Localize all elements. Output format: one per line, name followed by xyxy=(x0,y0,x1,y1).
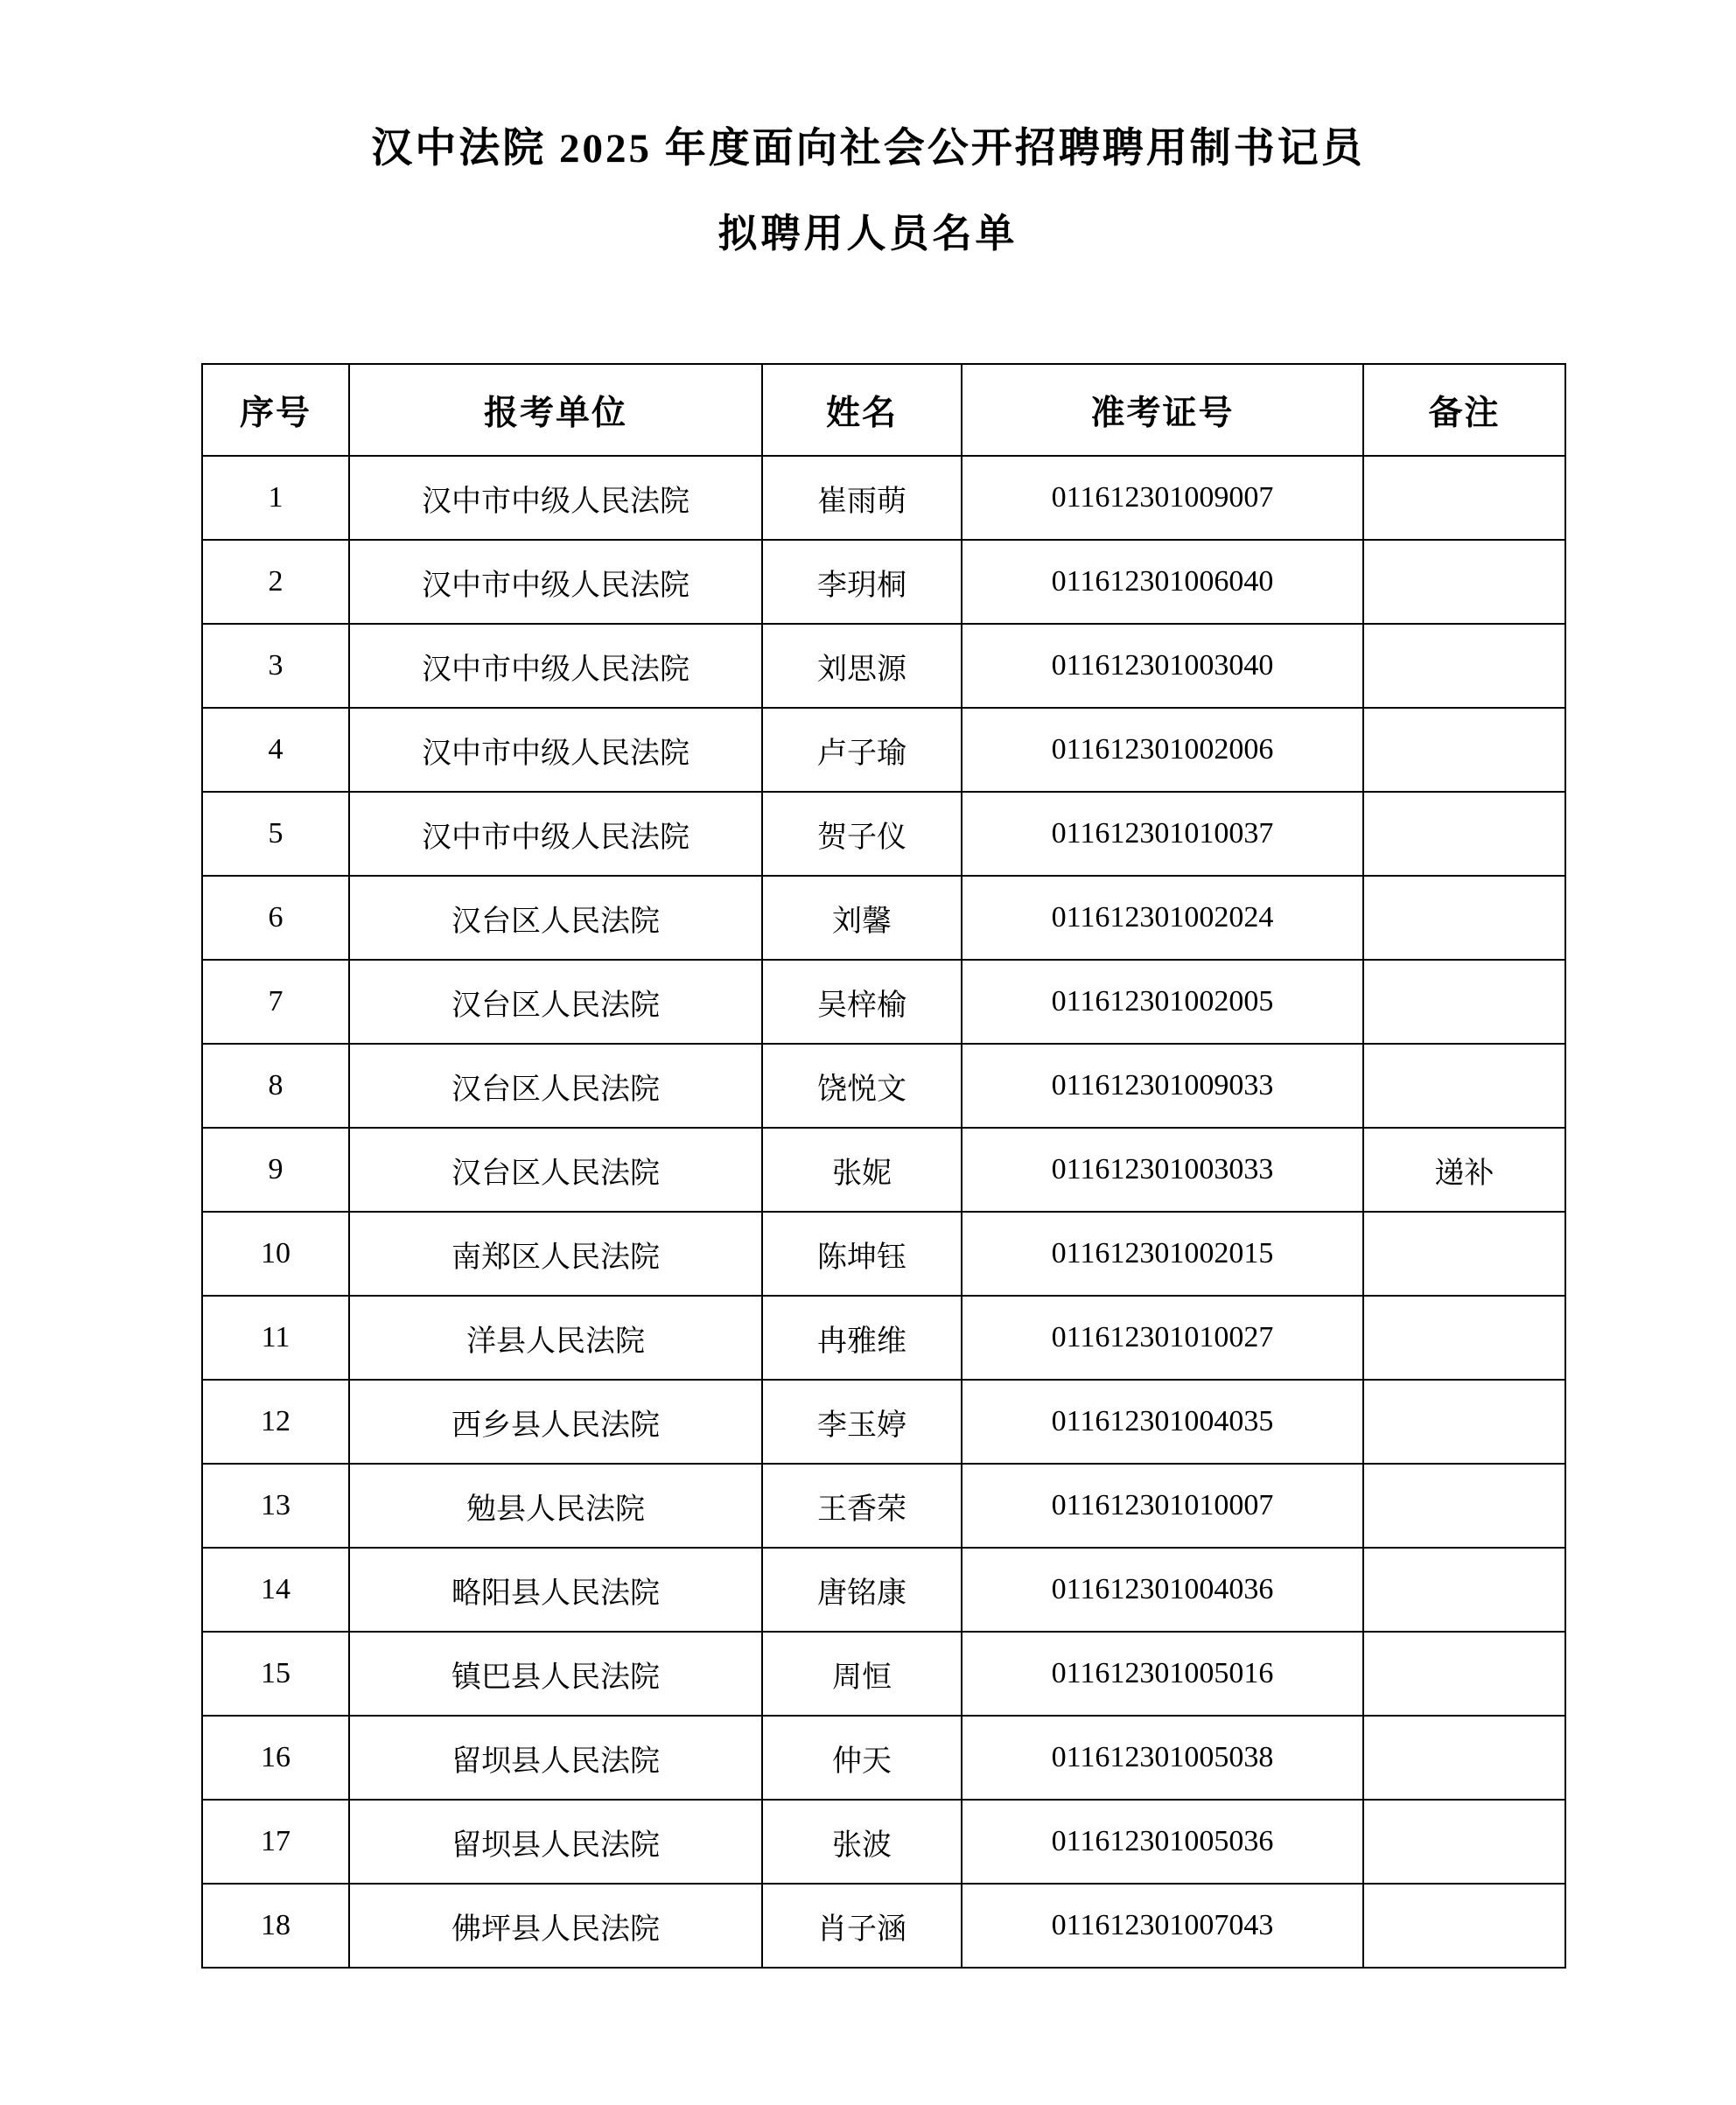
document-title-line1: 汉中法院 2025 年度面向社会公开招聘聘用制书记员 xyxy=(371,126,1365,171)
row-exam-no-cell: 011612301005016 xyxy=(962,1632,1363,1716)
document-title-line2: 拟聘用人员名单 xyxy=(718,212,1018,255)
row-seq-cell: 15 xyxy=(202,1632,349,1716)
row-remark-cell xyxy=(1363,540,1565,624)
row-exam-no-cell: 011612301009007 xyxy=(962,456,1363,540)
row-seq-cell: 6 xyxy=(202,876,349,960)
table-row xyxy=(202,1128,1565,1212)
table-row xyxy=(202,1296,1565,1380)
row-exam-no-cell: 011612301009033 xyxy=(962,1044,1363,1128)
row-name-cell: 刘馨 xyxy=(762,876,962,960)
row-unit-cell: 镇巴县人民法院 xyxy=(349,1632,762,1716)
row-remark-cell xyxy=(1363,1800,1565,1884)
row-name-cell: 贺子仪 xyxy=(762,792,962,876)
row-exam-no-cell: 011612301010027 xyxy=(962,1296,1363,1380)
row-exam-no-cell: 011612301002006 xyxy=(962,708,1363,792)
row-name-cell: 李玉婷 xyxy=(762,1380,962,1464)
row-unit-cell: 汉台区人民法院 xyxy=(349,960,762,1044)
table-header-row xyxy=(202,364,1565,456)
table-row xyxy=(202,876,1565,960)
row-seq-cell: 13 xyxy=(202,1464,349,1548)
table-row xyxy=(202,792,1565,876)
row-seq-cell: 2 xyxy=(202,540,349,624)
row-seq-cell: 17 xyxy=(202,1800,349,1884)
table-row xyxy=(202,624,1565,708)
row-exam-no-cell: 011612301002024 xyxy=(962,876,1363,960)
row-seq-cell: 8 xyxy=(202,1044,349,1128)
row-exam-no-cell: 011612301005036 xyxy=(962,1800,1363,1884)
row-name-cell: 仲天 xyxy=(762,1716,962,1800)
row-remark-cell xyxy=(1363,624,1565,708)
row-seq-cell: 10 xyxy=(202,1212,349,1296)
table-row xyxy=(202,540,1565,624)
row-unit-cell: 留坝县人民法院 xyxy=(349,1800,762,1884)
row-unit-cell: 汉台区人民法院 xyxy=(349,876,762,960)
row-unit-cell: 汉中市中级人民法院 xyxy=(349,456,762,540)
row-name-cell: 肖子涵 xyxy=(762,1884,962,1968)
row-seq-cell: 1 xyxy=(202,456,349,540)
row-seq-cell: 9 xyxy=(202,1128,349,1212)
row-remark-cell xyxy=(1363,960,1565,1044)
row-seq-cell: 3 xyxy=(202,624,349,708)
row-unit-cell: 汉中市中级人民法院 xyxy=(349,540,762,624)
header-unit: 报考单位 xyxy=(349,364,762,456)
row-unit-cell: 佛坪县人民法院 xyxy=(349,1884,762,1968)
row-name-cell: 冉雅维 xyxy=(762,1296,962,1380)
row-name-cell: 唐铭康 xyxy=(762,1548,962,1632)
row-remark-cell xyxy=(1363,1884,1565,1968)
row-seq-cell: 14 xyxy=(202,1548,349,1632)
row-unit-cell: 洋县人民法院 xyxy=(349,1296,762,1380)
row-unit-cell: 留坝县人民法院 xyxy=(349,1716,762,1800)
row-unit-cell: 汉中市中级人民法院 xyxy=(349,624,762,708)
row-name-cell: 张妮 xyxy=(762,1128,962,1212)
row-seq-cell: 16 xyxy=(202,1716,349,1800)
row-remark-cell xyxy=(1363,792,1565,876)
row-exam-no-cell: 011612301004036 xyxy=(962,1548,1363,1632)
row-exam-no-cell: 011612301003033 xyxy=(962,1128,1363,1212)
header-seq: 序号 xyxy=(202,364,349,456)
row-unit-cell: 汉台区人民法院 xyxy=(349,1044,762,1128)
table-row xyxy=(202,1548,1565,1632)
row-unit-cell: 勉县人民法院 xyxy=(349,1464,762,1548)
row-remark-cell xyxy=(1363,1716,1565,1800)
row-name-cell: 周恒 xyxy=(762,1632,962,1716)
row-unit-cell: 汉台区人民法院 xyxy=(349,1128,762,1212)
row-remark-cell xyxy=(1363,1380,1565,1464)
table-row xyxy=(202,456,1565,540)
row-name-cell: 李玥桐 xyxy=(762,540,962,624)
row-name-cell: 卢子瑜 xyxy=(762,708,962,792)
row-seq-cell: 7 xyxy=(202,960,349,1044)
row-exam-no-cell: 011612301002005 xyxy=(962,960,1363,1044)
row-name-cell: 刘思源 xyxy=(762,624,962,708)
row-remark-cell xyxy=(1363,876,1565,960)
row-seq-cell: 18 xyxy=(202,1884,349,1968)
hire-roster-table xyxy=(201,363,1566,1969)
row-seq-cell: 11 xyxy=(202,1296,349,1380)
row-seq-cell: 5 xyxy=(202,792,349,876)
row-unit-cell: 汉中市中级人民法院 xyxy=(349,792,762,876)
table-row xyxy=(202,1716,1565,1800)
table-row xyxy=(202,708,1565,792)
row-exam-no-cell: 011612301005038 xyxy=(962,1716,1363,1800)
header-name: 姓名 xyxy=(762,364,962,456)
row-unit-cell: 汉中市中级人民法院 xyxy=(349,708,762,792)
row-seq-cell: 4 xyxy=(202,708,349,792)
table-row xyxy=(202,1800,1565,1884)
row-name-cell: 吴梓榆 xyxy=(762,960,962,1044)
row-name-cell: 饶悦文 xyxy=(762,1044,962,1128)
row-exam-no-cell: 011612301010007 xyxy=(962,1464,1363,1548)
row-exam-no-cell: 011612301006040 xyxy=(962,540,1363,624)
table-row xyxy=(202,1380,1565,1464)
row-exam-no-cell: 011612301003040 xyxy=(962,624,1363,708)
row-remark-cell: 递补 xyxy=(1363,1128,1565,1212)
row-exam-no-cell: 011612301002015 xyxy=(962,1212,1363,1296)
row-remark-cell xyxy=(1363,1464,1565,1548)
table-row xyxy=(202,1632,1565,1716)
row-exam-no-cell: 011612301004035 xyxy=(962,1380,1363,1464)
row-exam-no-cell: 011612301010037 xyxy=(962,792,1363,876)
table-row xyxy=(202,1464,1565,1548)
table-row xyxy=(202,1884,1565,1968)
row-remark-cell xyxy=(1363,1296,1565,1380)
header-remark: 备注 xyxy=(1363,364,1565,456)
row-unit-cell: 略阳县人民法院 xyxy=(349,1548,762,1632)
row-remark-cell xyxy=(1363,1044,1565,1128)
row-name-cell: 陈坤钰 xyxy=(762,1212,962,1296)
table-row xyxy=(202,960,1565,1044)
row-unit-cell: 南郑区人民法院 xyxy=(349,1212,762,1296)
table-row xyxy=(202,1212,1565,1296)
row-remark-cell xyxy=(1363,1632,1565,1716)
row-remark-cell xyxy=(1363,1212,1565,1296)
row-exam-no-cell: 011612301007043 xyxy=(962,1884,1363,1968)
header-exam-no: 准考证号 xyxy=(962,364,1363,456)
row-remark-cell xyxy=(1363,1548,1565,1632)
row-name-cell: 张波 xyxy=(762,1800,962,1884)
row-name-cell: 崔雨萌 xyxy=(762,456,962,540)
row-unit-cell: 西乡县人民法院 xyxy=(349,1380,762,1464)
row-name-cell: 王香荣 xyxy=(762,1464,962,1548)
row-remark-cell xyxy=(1363,456,1565,540)
row-remark-cell xyxy=(1363,708,1565,792)
row-seq-cell: 12 xyxy=(202,1380,349,1464)
table-row xyxy=(202,1044,1565,1128)
